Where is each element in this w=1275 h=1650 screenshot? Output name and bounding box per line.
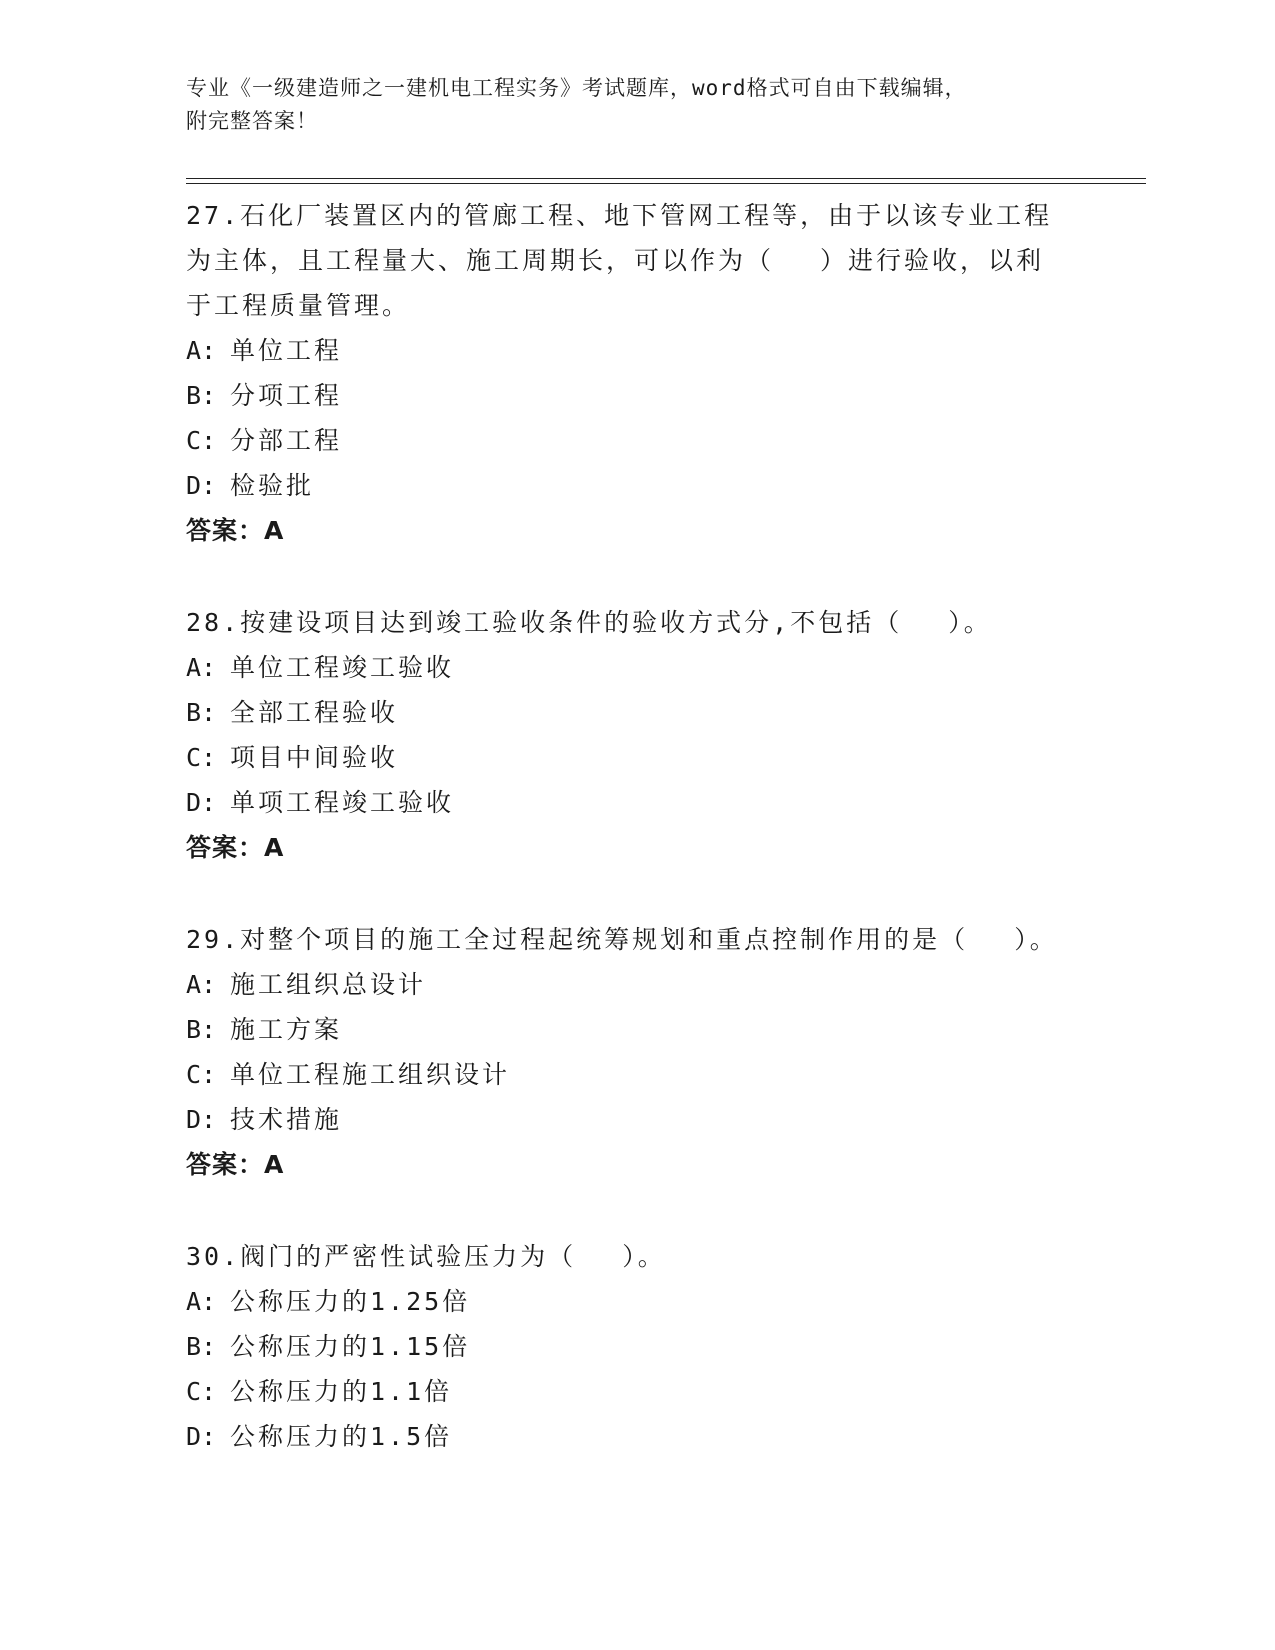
document-header — [186, 72, 1086, 138]
option-letter: D: — [186, 471, 217, 500]
option-text: 项目中间验收 — [230, 743, 399, 772]
question-stem-line: 于工程质量管理。 — [186, 291, 411, 320]
option-letter: A: — [186, 970, 217, 999]
option-text: 公称压力的1.15倍 — [230, 1332, 471, 1361]
option-text: 单位工程 — [230, 336, 343, 365]
header-divider-bottom — [186, 183, 1146, 184]
option-d — [186, 1414, 1086, 1459]
option-text: 全部工程验收 — [230, 698, 399, 727]
option-letter: C: — [186, 1060, 217, 1089]
option-letter: C: — [186, 1377, 217, 1406]
option-a — [186, 645, 1086, 690]
answer-label: 答案：A — [186, 516, 285, 545]
option-text: 单位工程竣工验收 — [230, 653, 455, 682]
option-letter: A: — [186, 653, 217, 682]
question-stem-line: 28.按建设项目达到竣工验收条件的验收方式分,不包括（ ）。 — [186, 608, 992, 637]
option-text: 单位工程施工组织设计 — [230, 1060, 511, 1089]
option-text: 分部工程 — [230, 426, 343, 455]
option-text: 分项工程 — [230, 381, 343, 410]
option-letter: D: — [186, 1422, 217, 1451]
option-text: 技术措施 — [230, 1105, 343, 1134]
question-stem-line: 27.石化厂装置区内的管廊工程、地下管网工程等，由于以该专业工程 — [186, 201, 1053, 230]
option-text: 单项工程竣工验收 — [230, 788, 455, 817]
option-letter: D: — [186, 788, 217, 817]
question-27 — [186, 193, 1086, 553]
header-line-1: 专业《一级建造师之一建机电工程实务》考试题库，word格式可自由下载编辑， — [186, 76, 967, 100]
option-letter: A: — [186, 336, 217, 365]
option-b — [186, 1324, 1086, 1369]
option-a — [186, 1279, 1086, 1324]
header-divider-top — [186, 178, 1146, 179]
option-b — [186, 1007, 1086, 1052]
option-d — [186, 780, 1086, 825]
option-text: 公称压力的1.25倍 — [230, 1287, 471, 1316]
question-stem-line: 为主体，且工程量大、施工周期长，可以作为（ ）进行验收，以利 — [186, 246, 1045, 275]
header-line-2: 附完整答案！ — [186, 109, 318, 133]
option-letter: B: — [186, 1332, 217, 1361]
option-letter: B: — [186, 698, 217, 727]
question-30 — [186, 1234, 1086, 1459]
option-d — [186, 1097, 1086, 1142]
option-b — [186, 690, 1086, 735]
option-c — [186, 1369, 1086, 1414]
question-stem-line: 30.阀门的严密性试验压力为（ ）。 — [186, 1242, 666, 1271]
option-letter: C: — [186, 426, 217, 455]
option-letter: A: — [186, 1287, 217, 1316]
option-c — [186, 735, 1086, 780]
option-letter: B: — [186, 381, 217, 410]
answer-label: 答案：A — [186, 1150, 285, 1179]
option-letter: B: — [186, 1015, 217, 1044]
question-stem-line: 29.对整个项目的施工全过程起统筹规划和重点控制作用的是（ ）。 — [186, 925, 1058, 954]
option-text: 公称压力的1.5倍 — [230, 1422, 453, 1451]
option-b — [186, 373, 1086, 418]
option-text: 检验批 — [230, 471, 315, 500]
option-c — [186, 418, 1086, 463]
option-c — [186, 1052, 1086, 1097]
option-text: 施工组织总设计 — [230, 970, 427, 999]
option-letter: C: — [186, 743, 217, 772]
question-list — [186, 193, 1086, 1506]
option-text: 公称压力的1.1倍 — [230, 1377, 453, 1406]
option-a — [186, 962, 1086, 1007]
question-29 — [186, 917, 1086, 1187]
option-d — [186, 463, 1086, 508]
answer-label: 答案：A — [186, 833, 285, 862]
question-28 — [186, 600, 1086, 870]
option-text: 施工方案 — [230, 1015, 343, 1044]
option-a — [186, 328, 1086, 373]
option-letter: D: — [186, 1105, 217, 1134]
